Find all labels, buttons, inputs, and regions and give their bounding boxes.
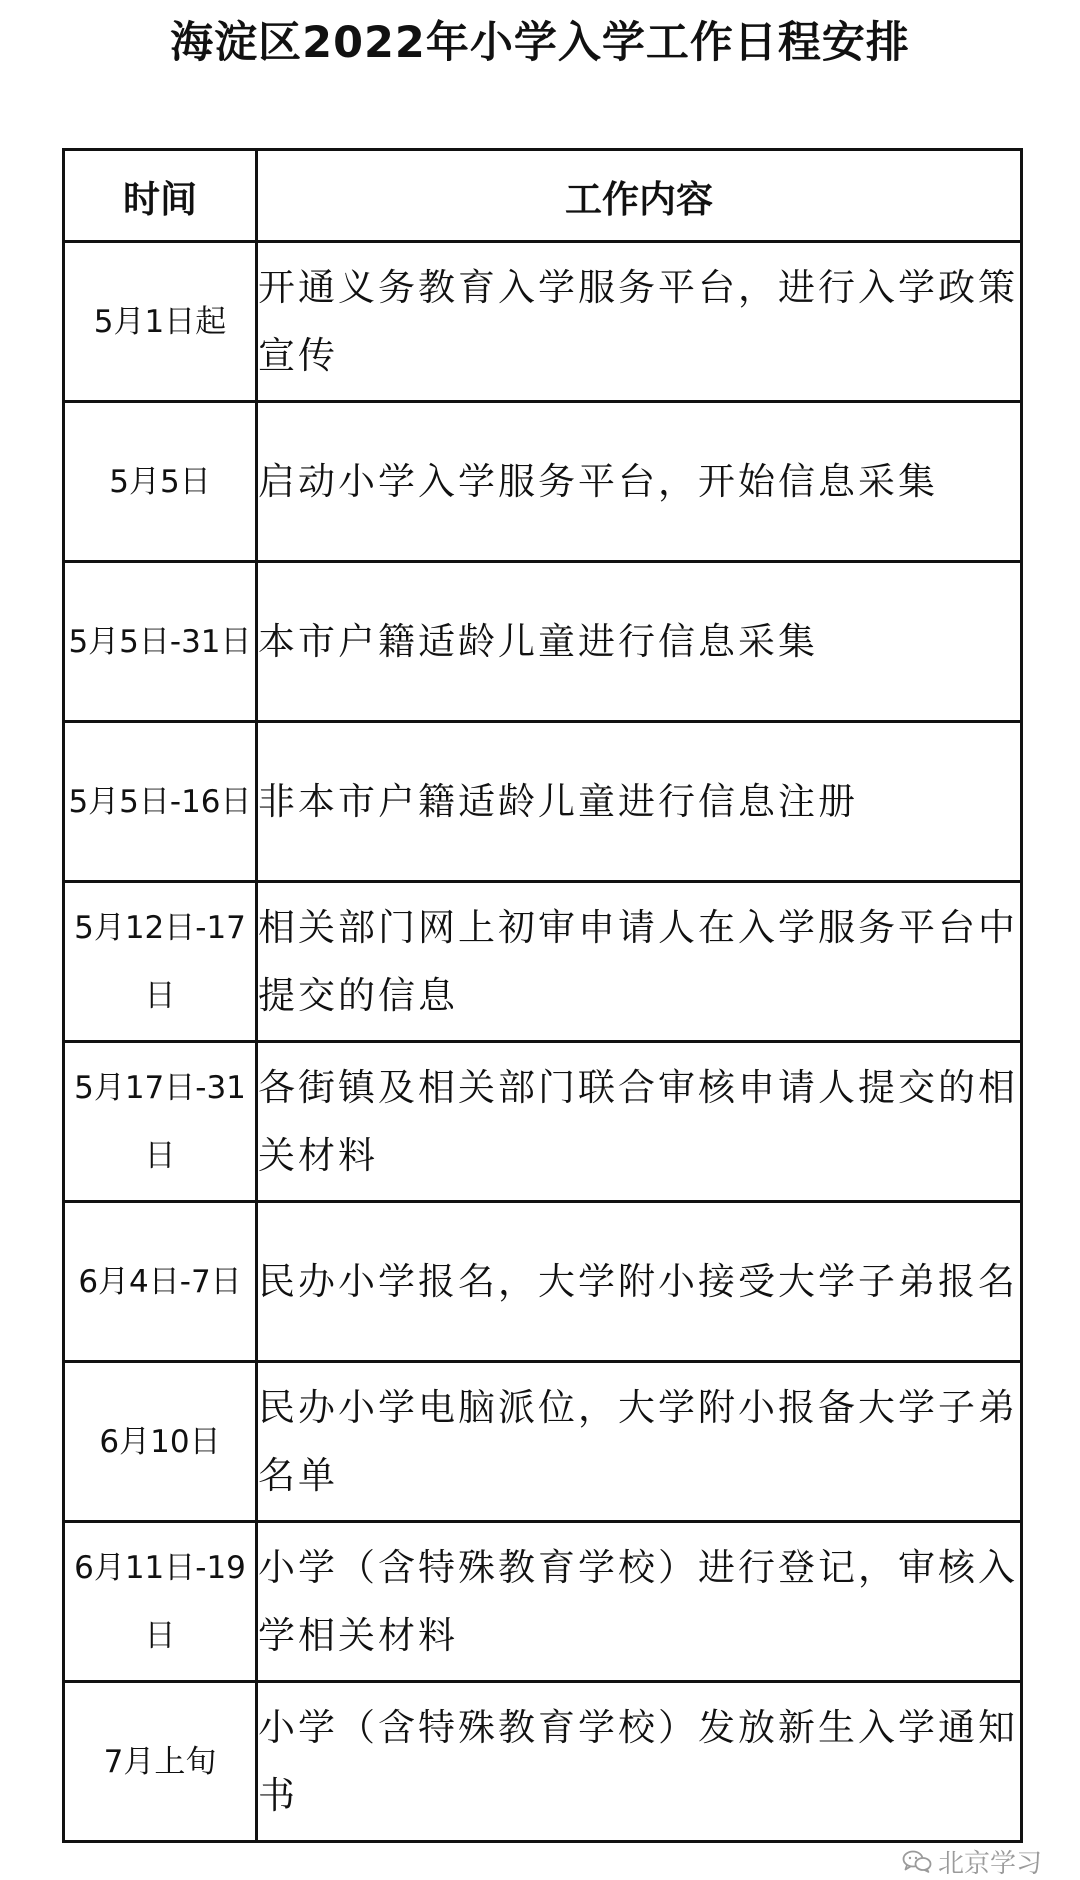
time-cell: 5月1日起 bbox=[64, 242, 257, 402]
time-cell: 5月5日 bbox=[64, 402, 257, 562]
table-row bbox=[64, 1522, 1022, 1682]
header-content: 工作内容 bbox=[257, 150, 1022, 242]
time-cell: 5月5日-31日 bbox=[64, 562, 257, 722]
time-cell: 5月5日-16日 bbox=[64, 722, 257, 882]
table-row bbox=[64, 1362, 1022, 1522]
table-row bbox=[64, 402, 1022, 562]
watermark bbox=[902, 1846, 1042, 1879]
page-title: 海淀区2022年小学入学工作日程安排 bbox=[170, 18, 910, 68]
content-cell: 民办小学电脑派位，大学附小报备大学子弟名单 bbox=[257, 1362, 1022, 1522]
header-time: 时间 bbox=[64, 150, 257, 242]
content-cell: 开通义务教育入学服务平台，进行入学政策宣传 bbox=[257, 242, 1022, 402]
time-cell: 6月10日 bbox=[64, 1362, 257, 1522]
content-cell: 相关部门网上初审申请人在入学服务平台中提交的信息 bbox=[257, 882, 1022, 1042]
table-row bbox=[64, 1202, 1022, 1362]
time-cell: 7月上旬 bbox=[64, 1682, 257, 1842]
content-cell: 小学（含特殊教育学校）进行登记，审核入学相关材料 bbox=[257, 1522, 1022, 1682]
content-cell: 民办小学报名，大学附小接受大学子弟报名 bbox=[257, 1202, 1022, 1362]
time-cell: 6月4日-7日 bbox=[64, 1202, 257, 1362]
content-cell: 各街镇及相关部门联合审核申请人提交的相关材料 bbox=[257, 1042, 1022, 1202]
table-row bbox=[64, 1042, 1022, 1202]
table-header-row bbox=[64, 150, 1022, 242]
table-row bbox=[64, 882, 1022, 1042]
content-cell: 启动小学入学服务平台，开始信息采集 bbox=[257, 402, 1022, 562]
time-cell: 5月17日-31日 bbox=[64, 1042, 257, 1202]
wechat-icon bbox=[902, 1849, 932, 1873]
table-row bbox=[64, 562, 1022, 722]
table-row bbox=[64, 722, 1022, 882]
table-row bbox=[64, 1682, 1022, 1842]
time-cell: 5月12日-17日 bbox=[64, 882, 257, 1042]
schedule-table bbox=[62, 148, 1023, 1843]
content-cell: 本市户籍适龄儿童进行信息采集 bbox=[257, 562, 1022, 722]
table-row bbox=[64, 242, 1022, 402]
watermark-text: 北京学习 bbox=[937, 1848, 1042, 1879]
time-cell: 6月11日-19日 bbox=[64, 1522, 257, 1682]
content-cell: 小学（含特殊教育学校）发放新生入学通知书 bbox=[257, 1682, 1022, 1842]
content-cell: 非本市户籍适龄儿童进行信息注册 bbox=[257, 722, 1022, 882]
